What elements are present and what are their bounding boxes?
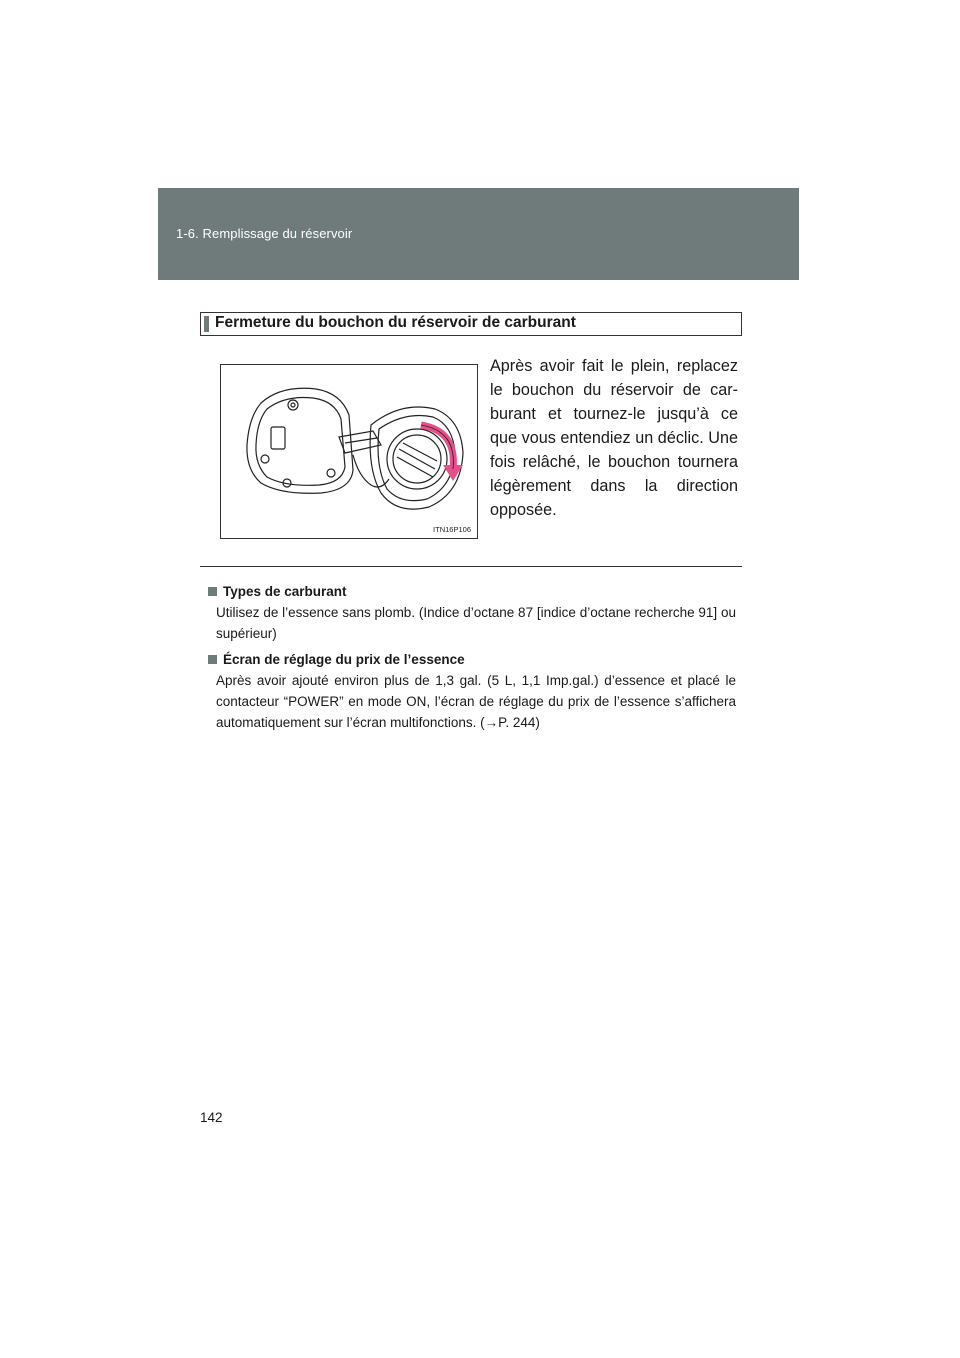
note-heading-text: Écran de réglage du prix de l’essence	[223, 652, 465, 667]
note-heading-fuel-price	[208, 652, 736, 667]
section-title: Fermeture du bouchon du réservoir de carburant	[215, 314, 576, 331]
note-body-fuel-price: Après avoir ajouté environ plus de 1,3 gal. (5 L, 1,1 Imp.gal.) d’essence et placé le contacteur “POWER” en mode ON, l’écran de réglage du prix de l’essence s’affichera automatiquement sur l’écran multifonctions. (→P. 244)	[216, 673, 736, 730]
section-divider	[200, 566, 742, 567]
chapter-header	[158, 188, 799, 280]
note-heading-fuel-types	[208, 584, 736, 599]
fuel-door-drawing	[221, 365, 477, 538]
page-number: 142	[200, 1110, 223, 1125]
note-heading-text: Types de carburant	[223, 584, 347, 599]
chapter-title: 1-6. Remplissage du réservoir	[176, 226, 353, 241]
fuel-cap-illustration	[220, 364, 478, 539]
section-heading-box	[200, 312, 742, 336]
bullet-square-icon	[208, 655, 217, 664]
bullet-square-icon	[208, 587, 217, 596]
notes-list	[208, 584, 736, 741]
section-marker	[204, 316, 209, 332]
intro-paragraph: Après avoir fait le plein, replacez le bouchon du réservoir de car-burant et tournez-le jusqu’à ce que vous entendiez un déclic. Une fois relâché, le bouchon tournera légèrement dans la direction opposée.	[490, 357, 738, 519]
figure-code: ITN16P106	[433, 525, 471, 534]
note-body-fuel-types: Utilisez de l’essence sans plomb. (Indice d’octane 87 [indice d’octane recherche 91] ou supérieur)	[216, 605, 736, 641]
